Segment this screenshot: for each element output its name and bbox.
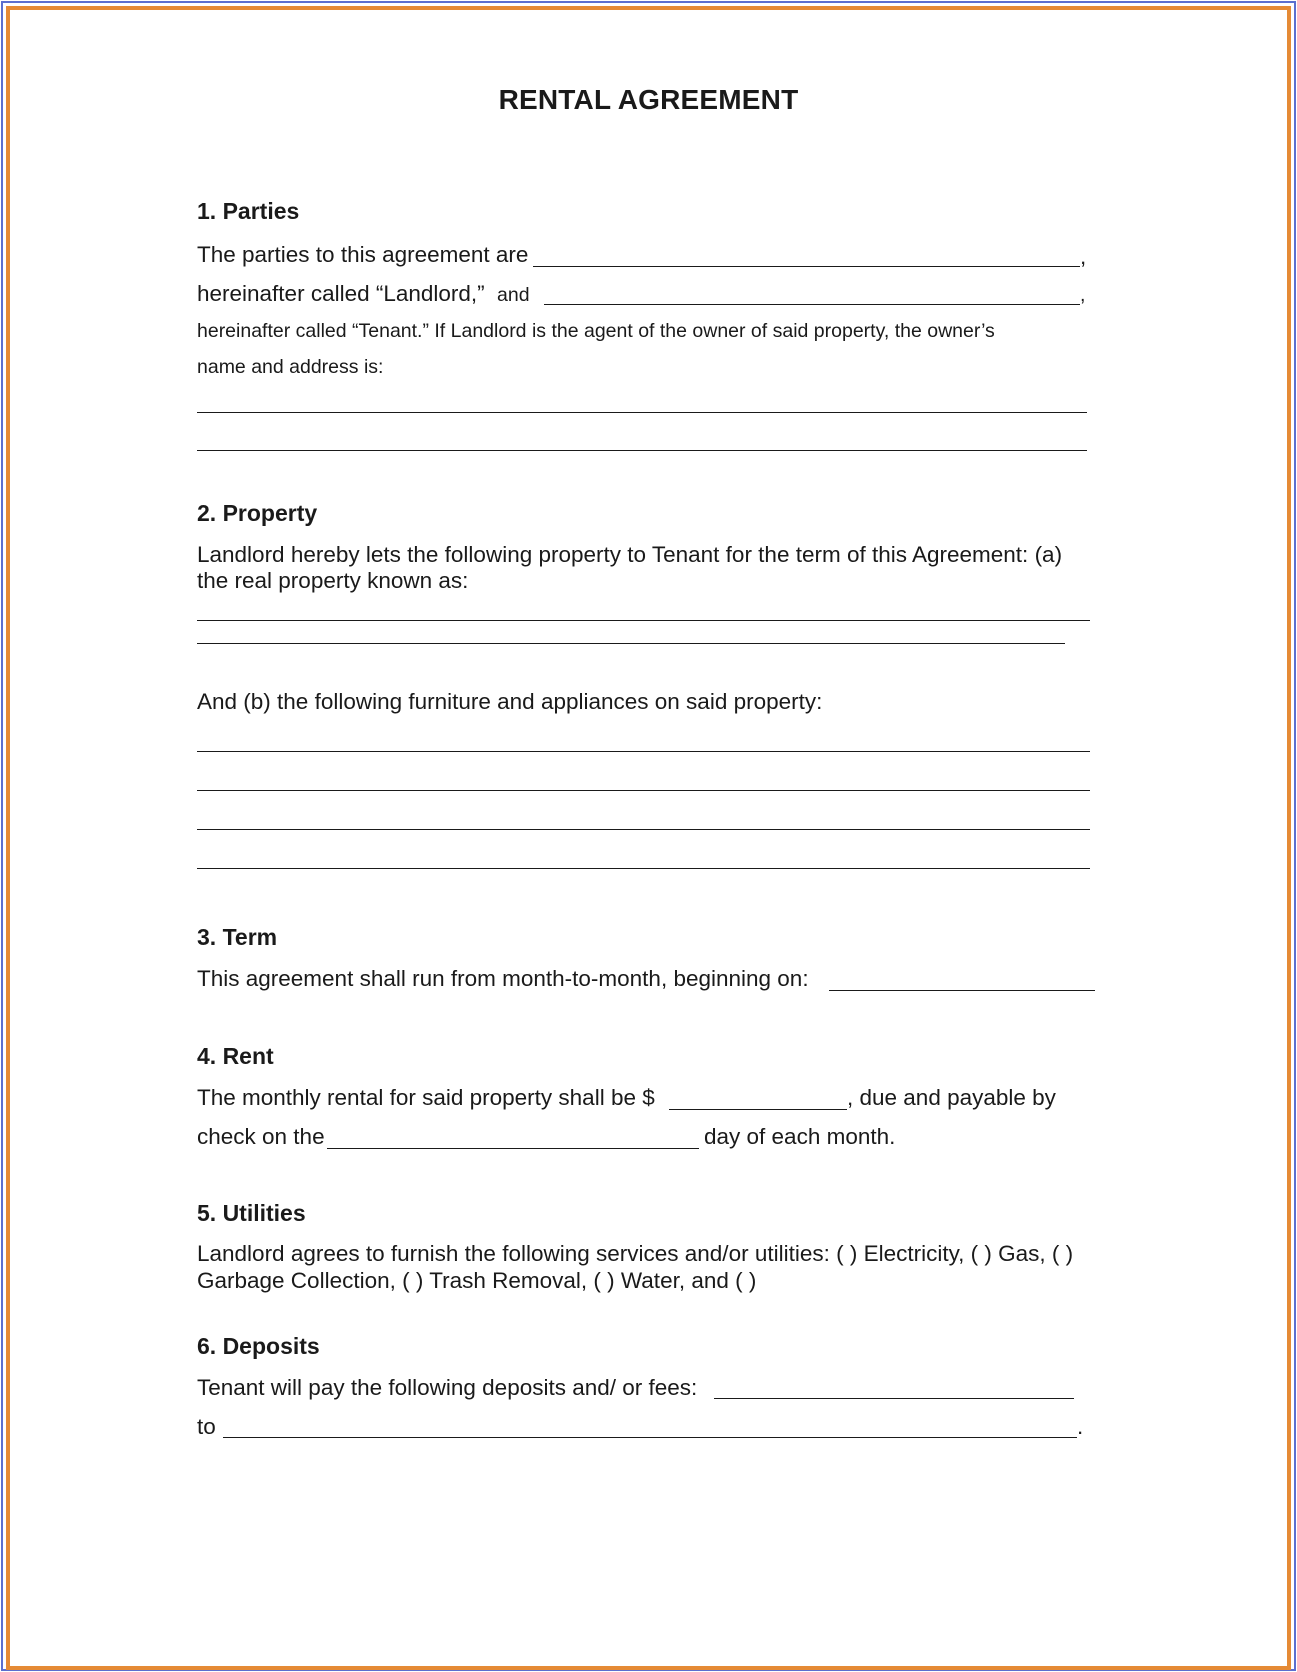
parties-line2-text: hereinafter called “Landlord,”: [197, 281, 485, 306]
rent-line2-text: check on the: [197, 1124, 325, 1149]
section-heading-property: 2. Property: [197, 500, 318, 526]
term-text: This agreement shall run from month-to-month, beginning on:: [197, 966, 809, 991]
furniture-blank-2[interactable]: [197, 790, 1090, 791]
deposits-fees-blank[interactable]: [714, 1398, 1074, 1399]
parties-line3-text: hereinafter called “Tenant.” If Landlord is the agent of the owner of said property, the owner’s: [197, 320, 995, 342]
rent-line1-after: , due and payable by: [847, 1085, 1056, 1110]
furniture-blank-1[interactable]: [197, 751, 1090, 752]
rent-due-day-blank[interactable]: [327, 1148, 699, 1149]
utilities-text-line2: Garbage Collection, ( ) Trash Removal, ( ) Water, and ( ): [197, 1268, 757, 1293]
deposits-line1-text: Tenant will pay the following deposits and/ or fees:: [197, 1375, 698, 1400]
real-property-blank-1[interactable]: [197, 620, 1090, 621]
parties-line1-comma: ,: [1080, 244, 1087, 269]
parties-blank-1[interactable]: [533, 266, 1080, 267]
parties-line2-and: and: [497, 284, 530, 306]
property-text-line2: the real property known as:: [197, 568, 469, 593]
property-text-line1: Landlord hereby lets the following property to Tenant for the term of this Agreement: (a): [197, 542, 1063, 567]
section-heading-parties: 1. Parties: [197, 198, 300, 224]
real-property-blank-2[interactable]: [197, 643, 1065, 644]
parties-line2-comma: ,: [1080, 284, 1086, 306]
furniture-blank-4[interactable]: [197, 868, 1090, 869]
parties-line1-text: The parties to this agreement are: [197, 242, 529, 267]
section-heading-utilities: 5. Utilities: [197, 1200, 306, 1226]
furniture-text: And (b) the following furniture and appliances on said property:: [197, 689, 823, 714]
parties-line4-text: name and address is:: [197, 356, 384, 378]
furniture-blank-3[interactable]: [197, 829, 1090, 830]
deposits-line2-text: to: [197, 1414, 216, 1439]
section-heading-term: 3. Term: [197, 924, 278, 950]
parties-blank-2[interactable]: [544, 304, 1080, 305]
document-title: RENTAL AGREEMENT: [498, 84, 799, 115]
utilities-text-line1: Landlord agrees to furnish the following services and/or utilities: ( ) Electricity, ( ) Gas, ( ): [197, 1241, 1074, 1266]
rent-line2-after: day of each month.: [704, 1124, 896, 1149]
rent-amount-blank[interactable]: [669, 1109, 847, 1110]
section-heading-rent: 4. Rent: [197, 1043, 274, 1069]
rent-line1-text: The monthly rental for said property shall be $: [197, 1085, 655, 1110]
deposits-line2-period: .: [1077, 1414, 1084, 1439]
section-heading-deposits: 6. Deposits: [197, 1333, 320, 1359]
owner-address-blank-2[interactable]: [197, 450, 1087, 451]
owner-address-blank-1[interactable]: [197, 412, 1087, 413]
deposits-payee-blank[interactable]: [223, 1437, 1077, 1438]
term-start-date-blank[interactable]: [829, 990, 1095, 991]
